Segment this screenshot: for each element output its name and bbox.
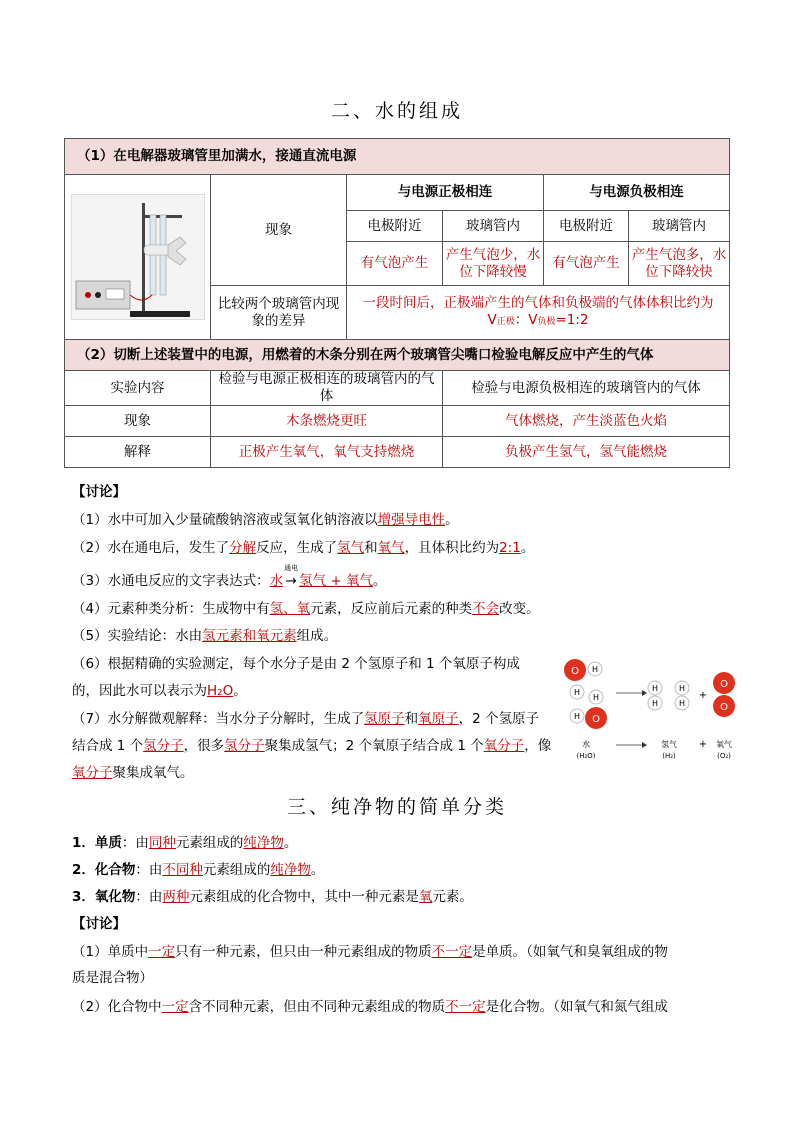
text: 只有一种元素，但只由一种元素组成的物质 (175, 944, 432, 960)
answer: 氧分子 (483, 738, 525, 754)
discussion1-line8 (72, 737, 552, 755)
text: 聚集成氧气。 (112, 765, 194, 781)
text: 聚集成氢气；2 个氧原子结合成 1 个 (264, 738, 484, 754)
heading-text: 【讨论】 (72, 916, 126, 932)
discussion2-line1 (72, 943, 732, 961)
neg-tube-header: 玻璃管内 (629, 211, 730, 242)
answer: 一定 (148, 944, 176, 960)
pos-header: 与电源正极相连 (347, 175, 544, 211)
answer: 纯净物 (243, 835, 284, 851)
answer: 不会 (472, 601, 500, 617)
apparatus-image-cell (65, 175, 211, 340)
exp-label: 实验内容 (65, 371, 211, 406)
text: ：由 (121, 835, 149, 851)
text: 是单质。（如氧气和臭氧组成的物 (472, 944, 668, 960)
h-label: H (573, 712, 581, 721)
text: （7）水分解微观解释：当水分子分解时，生成了 (72, 711, 365, 727)
answer: 一定 (161, 999, 189, 1015)
reaction-arrow: 通电 → (284, 564, 299, 589)
h-label: H (678, 684, 686, 693)
section-title-2: 二、水的组成 (330, 100, 463, 122)
pos-tube-header: 玻璃管内 (443, 211, 544, 242)
discussion1-line9 (72, 764, 552, 782)
exp-neg: 检验与电源负极相连的玻璃管内的气体 (443, 371, 730, 406)
compare-value (347, 286, 730, 340)
h-label: H (573, 688, 581, 697)
text: 。 (233, 683, 247, 699)
text: （2）水在通电后，发生了 (72, 540, 230, 556)
text: 改变。 (499, 601, 540, 617)
answer: 不同种 (162, 862, 203, 878)
neg-electrode-value: 有气泡产生 (544, 242, 629, 286)
answer: 氧气 (377, 540, 405, 556)
answer: 纯净物 (270, 862, 311, 878)
expl-label: 解释 (65, 437, 211, 468)
text: （1）水中可加入少量硫酸钠溶液或氢氧化钠溶液以 (72, 512, 378, 528)
text: ，2 个氢原子 (458, 711, 539, 727)
hydrogen-molecules (648, 681, 689, 710)
text: 元素组成的 (202, 862, 271, 878)
answer: 增强导电性 (377, 512, 446, 528)
apparatus-image (71, 194, 205, 320)
term: 1．单质 (72, 835, 122, 851)
answer: 氧原子 (418, 711, 459, 727)
neg-tube-value: 产生气泡多，水位下降较快 (629, 242, 730, 286)
electrolysis-table (64, 138, 730, 468)
text: （2）化合物中 (72, 999, 162, 1015)
ratio-sub-neg: 负极 (537, 316, 556, 327)
answer: 氧分子 (72, 765, 113, 781)
o-label: O (720, 679, 728, 690)
text: 和 (404, 711, 419, 727)
phenomenon-label: 现象 (211, 175, 347, 286)
answer: 氧 (418, 889, 433, 905)
ratio-sub-pos: 正极 (496, 316, 515, 327)
h2-label: 氢气 (661, 740, 677, 749)
compare-text: 一段时间后，正极端产生的气体和负极端的气体体积比约为 (362, 294, 714, 311)
text: （6）根据精确的实验测定，每个水分子是由 2 个氢原子和 1 个氧原子构成 (72, 656, 520, 672)
answer: 氢气 + 氧气 (299, 573, 373, 589)
text: 。 (520, 540, 535, 556)
text: 元素，反应前后元素的种类 (310, 601, 473, 617)
neg-electrode-header: 电极附近 (544, 211, 629, 242)
phen-neg: 气体燃烧，产生淡蓝色火焰 (443, 406, 730, 437)
o-label: O (592, 714, 600, 725)
answer: H₂O (207, 683, 234, 699)
water-label: 水 (582, 740, 590, 749)
expl-pos: 正极产生氧气，氧气支持燃烧 (211, 437, 443, 468)
text: （1）单质中 (72, 944, 149, 960)
text: ：由 (135, 862, 163, 878)
arrow-head (642, 690, 647, 696)
discussion1-line6b (72, 682, 542, 700)
text: ，像 (524, 738, 552, 754)
text: 。 (310, 862, 325, 878)
phen-pos: 木条燃烧更旺 (211, 406, 443, 437)
text: 。 (373, 573, 387, 589)
text: 含不同种元素，但由不同种元素组成的物质 (188, 999, 446, 1015)
class-line-1 (72, 834, 732, 852)
text: ，很多 (183, 738, 225, 754)
plus-sign: + (698, 690, 708, 701)
ratio-colon: ：V (514, 311, 538, 328)
discussion1-line7 (72, 710, 552, 728)
discussion1-line4 (72, 600, 732, 618)
o2-label: 氧气 (716, 740, 732, 749)
water-formula: (H₂O) (576, 752, 596, 760)
exp-pos: 检验与电源正极相连的玻璃管内的气体 (211, 371, 443, 406)
h-label: H (678, 699, 686, 708)
ratio-value: =1:2 (555, 311, 589, 328)
answer: 不一定 (431, 944, 473, 960)
discussion1-heading (72, 483, 732, 501)
discussion1-line1 (72, 511, 732, 529)
molecule-diagram (556, 655, 742, 765)
h-label: H (591, 665, 599, 674)
text: 质是混合物） (72, 970, 153, 986)
arrow-head-2 (642, 742, 647, 748)
plus-sign-2: + (698, 739, 708, 750)
answer: 氢气 (337, 540, 365, 556)
text: （3）水通电反应的文字表达式： (72, 573, 270, 589)
text: 和 (364, 540, 378, 556)
h-label: H (651, 699, 659, 708)
text: 元素组成的化合物中，其中一种元素是 (189, 889, 419, 905)
text: 是化合物。（如氧气和氮气组成 (485, 999, 668, 1015)
answer: 氢分子 (143, 738, 184, 754)
h2-formula: (H₂) (662, 752, 676, 760)
ratio-v1: V (487, 311, 497, 328)
h-label: H (651, 684, 659, 693)
answer: 两种 (162, 889, 190, 905)
discussion1-line2 (72, 539, 732, 557)
class-line-3 (72, 888, 732, 906)
pos-electrode-value: 有气泡产生 (347, 242, 443, 286)
o2-formula: (O₂) (717, 752, 731, 760)
discussion1-line5 (72, 627, 732, 645)
table-row2-header: （2）切断上述装置中的电源，用燃着的木条分别在两个玻璃管尖嘴口检验电解反应中产生的气体 (65, 340, 730, 371)
o-label: O (720, 702, 728, 713)
text: ：由 (135, 889, 163, 905)
answer: 氢分子 (224, 738, 265, 754)
heading-text: 【讨论】 (72, 484, 126, 500)
phen-label: 现象 (65, 406, 211, 437)
text: （5）实验结论：水由 (72, 628, 203, 644)
text: ，且体积比约为 (404, 540, 500, 556)
answer: 氢原子 (364, 711, 405, 727)
section-title-3: 三、纯净物的简单分类 (286, 796, 507, 818)
pos-tube-value: 产生气泡少，水位下降较慢 (443, 242, 544, 286)
oxygen-molecule (713, 672, 735, 717)
class-line-2 (72, 861, 732, 879)
h-label: H (592, 693, 600, 702)
text: 。 (445, 512, 459, 528)
answer: 氢元素和氧元素 (202, 628, 297, 644)
table-row1-header: （1）在电解器玻璃管里加满水，接通直流电源 (65, 139, 730, 175)
arrow-label: 通电 (284, 564, 299, 572)
answer: 2:1 (499, 540, 521, 556)
answer: 同种 (148, 835, 176, 851)
text: 元素。 (432, 889, 473, 905)
text: 。 (283, 835, 298, 851)
expl-neg: 负极产生氢气，氢气能燃烧 (443, 437, 730, 468)
compare-label: 比较两个玻璃管内现象的差异 (211, 286, 347, 340)
answer: 分解 (229, 540, 257, 556)
discussion2-heading (72, 915, 732, 933)
discussion1-line6 (72, 655, 542, 673)
text: 的，因此水可以表示为 (72, 683, 207, 699)
answer: 氢、氧 (269, 601, 311, 617)
text: 结合成 1 个 (72, 738, 144, 754)
term: 3．氧化物 (72, 889, 136, 905)
text: 组成。 (296, 628, 338, 644)
discussion2-line1b (72, 969, 732, 987)
text: 元素组成的 (175, 835, 244, 851)
text: 反应，生成了 (256, 540, 338, 556)
discussion1-line3 (72, 564, 732, 590)
answer: 水 (269, 573, 284, 589)
o-label: O (571, 666, 579, 677)
answer: 不一定 (445, 999, 486, 1015)
neg-header: 与电源负极相连 (544, 175, 730, 211)
discussion2-line2 (72, 998, 732, 1016)
term: 2．化合物 (72, 862, 136, 878)
pos-electrode-header: 电极附近 (347, 211, 443, 242)
text: （4）元素种类分析：生成物中有 (72, 601, 270, 617)
